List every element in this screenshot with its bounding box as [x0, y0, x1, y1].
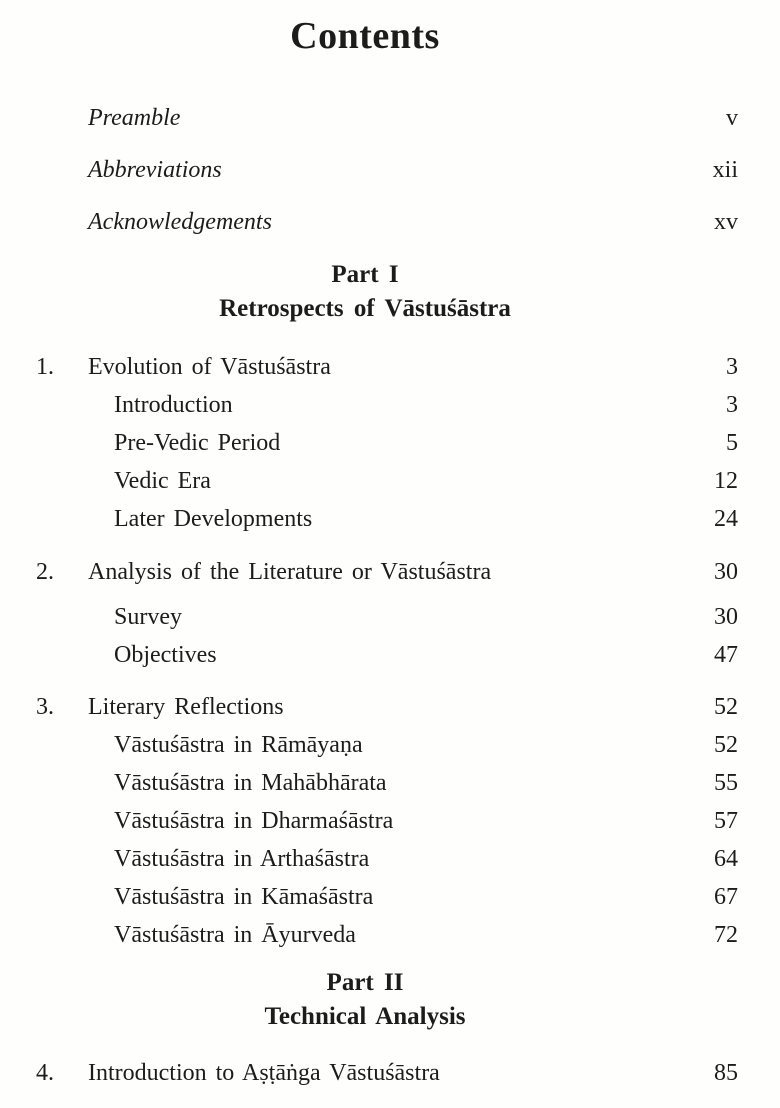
- section-row: [36, 500, 738, 538]
- page-number: 47: [714, 642, 738, 668]
- section-row: [36, 840, 738, 878]
- section-row: [36, 802, 738, 840]
- chapter-title: Analysis of the Literature or Vāstuśāstra: [88, 559, 492, 585]
- section-title: Vāstuśāstra in Rāmāyaṇa: [114, 732, 363, 758]
- part-heading: Part I: [331, 261, 399, 288]
- page-number: 12: [714, 468, 738, 494]
- section-row: [36, 424, 738, 462]
- page-number: 72: [714, 922, 738, 948]
- front-matter-label: Preamble: [88, 105, 181, 131]
- page-number: xv: [714, 209, 738, 235]
- page-number: 24: [714, 506, 738, 532]
- chapter-row: [36, 688, 738, 726]
- section-title: Pre-Vedic Period: [114, 430, 281, 456]
- page-number: v: [726, 105, 738, 131]
- page-number: 55: [714, 770, 738, 796]
- section-row: [36, 916, 738, 954]
- section-title: Vāstuśāstra in Āyurveda: [114, 922, 356, 948]
- page-number: 52: [714, 732, 738, 758]
- page-number: 30: [714, 559, 738, 585]
- section-title: Vāstuśāstra in Dharmaśāstra: [114, 808, 394, 834]
- section-row: [36, 726, 738, 764]
- front-matter-row: [88, 154, 738, 186]
- section-title: Vāstuśāstra in Mahābhārata: [114, 770, 387, 796]
- section-row: [36, 878, 738, 916]
- page-number: 67: [714, 884, 738, 910]
- page-title: Contents: [290, 15, 440, 57]
- section-title: Survey: [114, 604, 182, 630]
- page-number: 64: [714, 846, 738, 872]
- page-number: 85: [714, 1060, 738, 1086]
- front-matter-label: Abbreviations: [88, 157, 222, 183]
- front-matter-row: [88, 206, 738, 238]
- page-number: xii: [712, 157, 738, 183]
- part-heading-block: [36, 966, 738, 1034]
- section-row: [36, 598, 738, 636]
- section-title: Later Developments: [114, 506, 313, 532]
- chapter-row: [36, 1054, 738, 1092]
- page-number: 30: [714, 604, 738, 630]
- chapter-row: [36, 553, 738, 591]
- section-row: [36, 764, 738, 802]
- chapter-number: 1.: [36, 354, 54, 380]
- chapter-number: 2.: [36, 559, 54, 585]
- page-number: 57: [714, 808, 738, 834]
- section-row: [36, 386, 738, 424]
- chapter-number: 3.: [36, 694, 54, 720]
- part-heading: Part II: [326, 969, 404, 996]
- section-row: [36, 636, 738, 674]
- part-subheading: Technical Analysis: [264, 1003, 466, 1030]
- part-subheading: Retrospects of Vāstuśāstra: [219, 295, 511, 322]
- section-row: [36, 462, 738, 500]
- toc-list: [36, 258, 738, 1092]
- section-title: Vedic Era: [114, 468, 211, 494]
- section-title: Vāstuśāstra in Arthaśāstra: [114, 846, 370, 872]
- chapter-row: [36, 348, 738, 386]
- page-number: 5: [726, 430, 738, 456]
- front-matter-row: [88, 102, 738, 134]
- front-matter-label: Acknowledgements: [88, 209, 272, 235]
- section-title: Vāstuśāstra in Kāmaśāstra: [114, 884, 374, 910]
- section-title: Objectives: [114, 642, 217, 668]
- chapter-number: 4.: [36, 1060, 54, 1086]
- chapter-title: Introduction to Aṣṭāṅga Vāstuśāstra: [88, 1060, 440, 1086]
- page-number: 3: [726, 392, 738, 418]
- page-number: 3: [726, 354, 738, 380]
- chapter-title: Evolution of Vāstuśāstra: [88, 354, 331, 380]
- chapter-title: Literary Reflections: [88, 694, 284, 720]
- section-title: Introduction: [114, 392, 233, 418]
- front-matter-list: [36, 102, 738, 238]
- page-number: 52: [714, 694, 738, 720]
- part-heading-block: [36, 258, 738, 326]
